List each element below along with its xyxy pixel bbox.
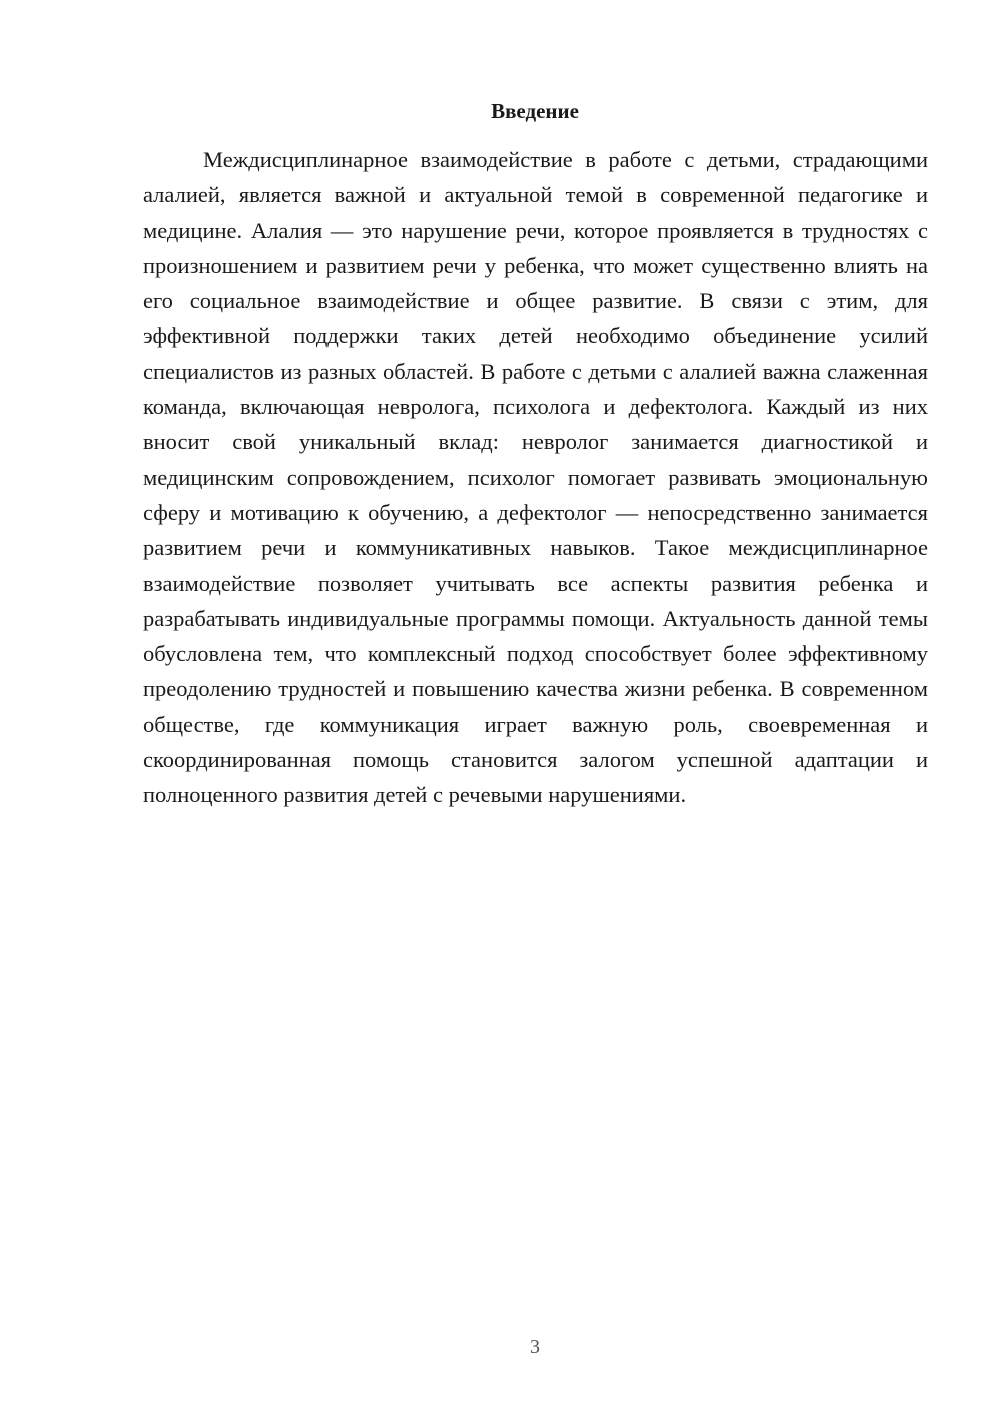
- body-paragraph: Междисциплинарное взаимодействие в работе с детьми, страдающими алалией, является важной и актуальной темой в современной педагогике и медицине. Алалия — это нарушение речи, которое проявляется в трудностях с произношением и развитием речи у ребенка, что может существенно влиять на его социальное взаимодействие и общее развитие. В связи с этим, для эффективной поддержки таких детей необходимо объединение усилий специалистов из разных областей. В работе с детьми с алалией важна слаженная команда, включающая невролога, психолога и дефектолога. Каждый из них вносит свой уникальный вклад: невролог занимается диагностикой и медицинским сопровождением, психолог помогает развивать эмоциональную сферу и мотивацию к обучению, а дефектолог — непосредственно занимается развитием речи и коммуникативных навыков. Такое междисциплинарное взаимодействие позволяет учитывать все аспекты развития ребенка и разрабатывать индивидуальные программы помощи. Актуальность данной темы обусловлена тем, что комплексный подход способствует более эффективному преодолению трудностей и повышению качества жизни ребенка. В современном обществе, где коммуникация играет важную роль, своевременная и скоординированная помощь становится залогом успешной адаптации и полноценного развития детей с речевыми нарушениями.: [143, 147, 928, 808]
- page-number: 3: [530, 1336, 540, 1358]
- section-heading: Введение: [491, 99, 579, 123]
